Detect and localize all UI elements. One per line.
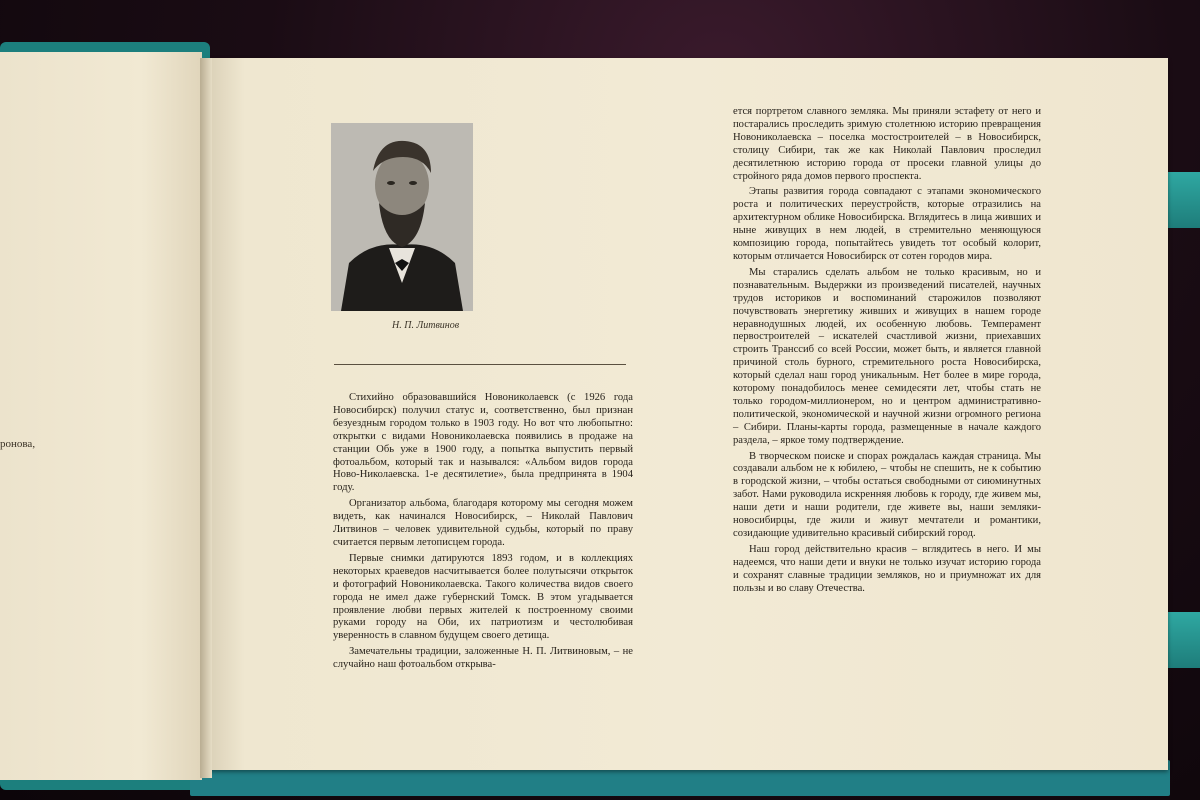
paragraph: Замечательны традиции, заложенные Н. П. Литвиновым, – не случайно наш фотоальбом открыва-	[333, 646, 633, 671]
paragraph: Этапы развития города совпадают с этапами экономического роста и политических переустройств, которые отразились на архитектурном облике Новосибирска. Вглядитесь в лица живших и ныне живущих в нем людей, в стремительно меняющуюся композицию города, попытайтесь увидеть тот особый колорит, которым отличается Новосибирск от сотен городов мира.	[733, 186, 1041, 262]
paragraph: ется портретом славного земляка. Мы приняли эстафету от него и постарались проследить зримую столетнюю историю превращения Новониколаевска – поселка мостостроителей – в Новосибирск, столицу Сибири, так же как Николай Павлович проследил десятилетнюю историю города от просеки главной улицы до стройного ряда домов первого проспекта.	[733, 106, 1041, 182]
left-page	[0, 52, 202, 780]
portrait-photo	[331, 123, 473, 311]
paragraph: Первые снимки датируются 1893 годом, и в коллекциях некоторых краеведов насчитывается более полутысячи открыток и фотографий Новониколаевска. Такого количества видов своего города не имел даже губернский Томск. В этом угадывается проявление любви первых жителей к построенному своими руками городу на Оби, их патриотизм и честолюбивая уверенность в славном будущем своего детища.	[333, 552, 633, 642]
paragraph: Наш город действительно красив – вглядитесь в него. И мы надеемся, что наши дети и внуки не только изучат историю города и сохранят славные традиции земляков, но и приумножат их для пользы и во славу Отечества.	[733, 543, 1041, 594]
divider-line	[334, 364, 626, 365]
paragraph: Стихийно образовавшийся Новониколаевск (с 1926 года Новосибирск) получил статус и, соответственно, был признан безуездным городом только в 1903 году. Но вот что любопытно: открытки с видами Новониколаевска появились в продаже на станции Обь уже в 1900 году, а попытка выпустить первый фотоальбом, который так и назывался: «Альбом видов города Ново-Николаевска. 1-е десятилетие», была предпринята в 1904 году.	[333, 392, 633, 494]
photo-caption: Н. П. Литвинов	[392, 320, 460, 331]
text-column-right	[733, 106, 1041, 599]
paragraph: Мы старались сделать альбом не только красивым, но и познавательным. Выдержки из произведений писателей, научных трудов историков и воспоминаний старожилов позволяют почувствовать энергетику живших и живущих в нашем городе неравнодушных людей, их особенную любовь. Темперамент первостроителей – искателей счастливой жизни, приехавших строить Транссиб со всей России, может быть, и является главной причиной столь бурного, стремительного роста Новосибирска, который сделал наш город уникальным. Нет более в мире города, которому понадобилось менее семидесяти лет, чтобы стать не только городом-миллионером, но и центром административно-политической, экономической и научной жизни огромного региона – Сибири. Планы-карты города, размещенные в начале каждого раздела, – яркое тому подтверждение.	[733, 266, 1041, 446]
book-gutter	[200, 58, 212, 778]
paragraph: Организатор альбома, благодаря которому мы сегодня можем видеть, как начинался Новосибирск, – Николай Павлович Литвинов – человек удивительной судьбы, который по праву считается первым летописцем города.	[333, 498, 633, 548]
portrait-figure-icon	[331, 123, 473, 311]
left-page-text-fragment: ронова,	[0, 438, 36, 450]
text-column-left	[333, 392, 633, 675]
paragraph: В творческом поиске и спорах рождалась каждая страница. Мы создавали альбом не к юбилею, – чтобы не спешить, не к событию в городской жизни, – чтобы остаться свободными от сиюминутных забот. Нами руководила искренняя любовь к городу, где живем мы, наши дети и наши родители, где живете вы, наши земляки-новосибирцы, где жили и живут мечтатели и романтики, созидающие удивительно красивый сибирский город.	[733, 450, 1041, 539]
